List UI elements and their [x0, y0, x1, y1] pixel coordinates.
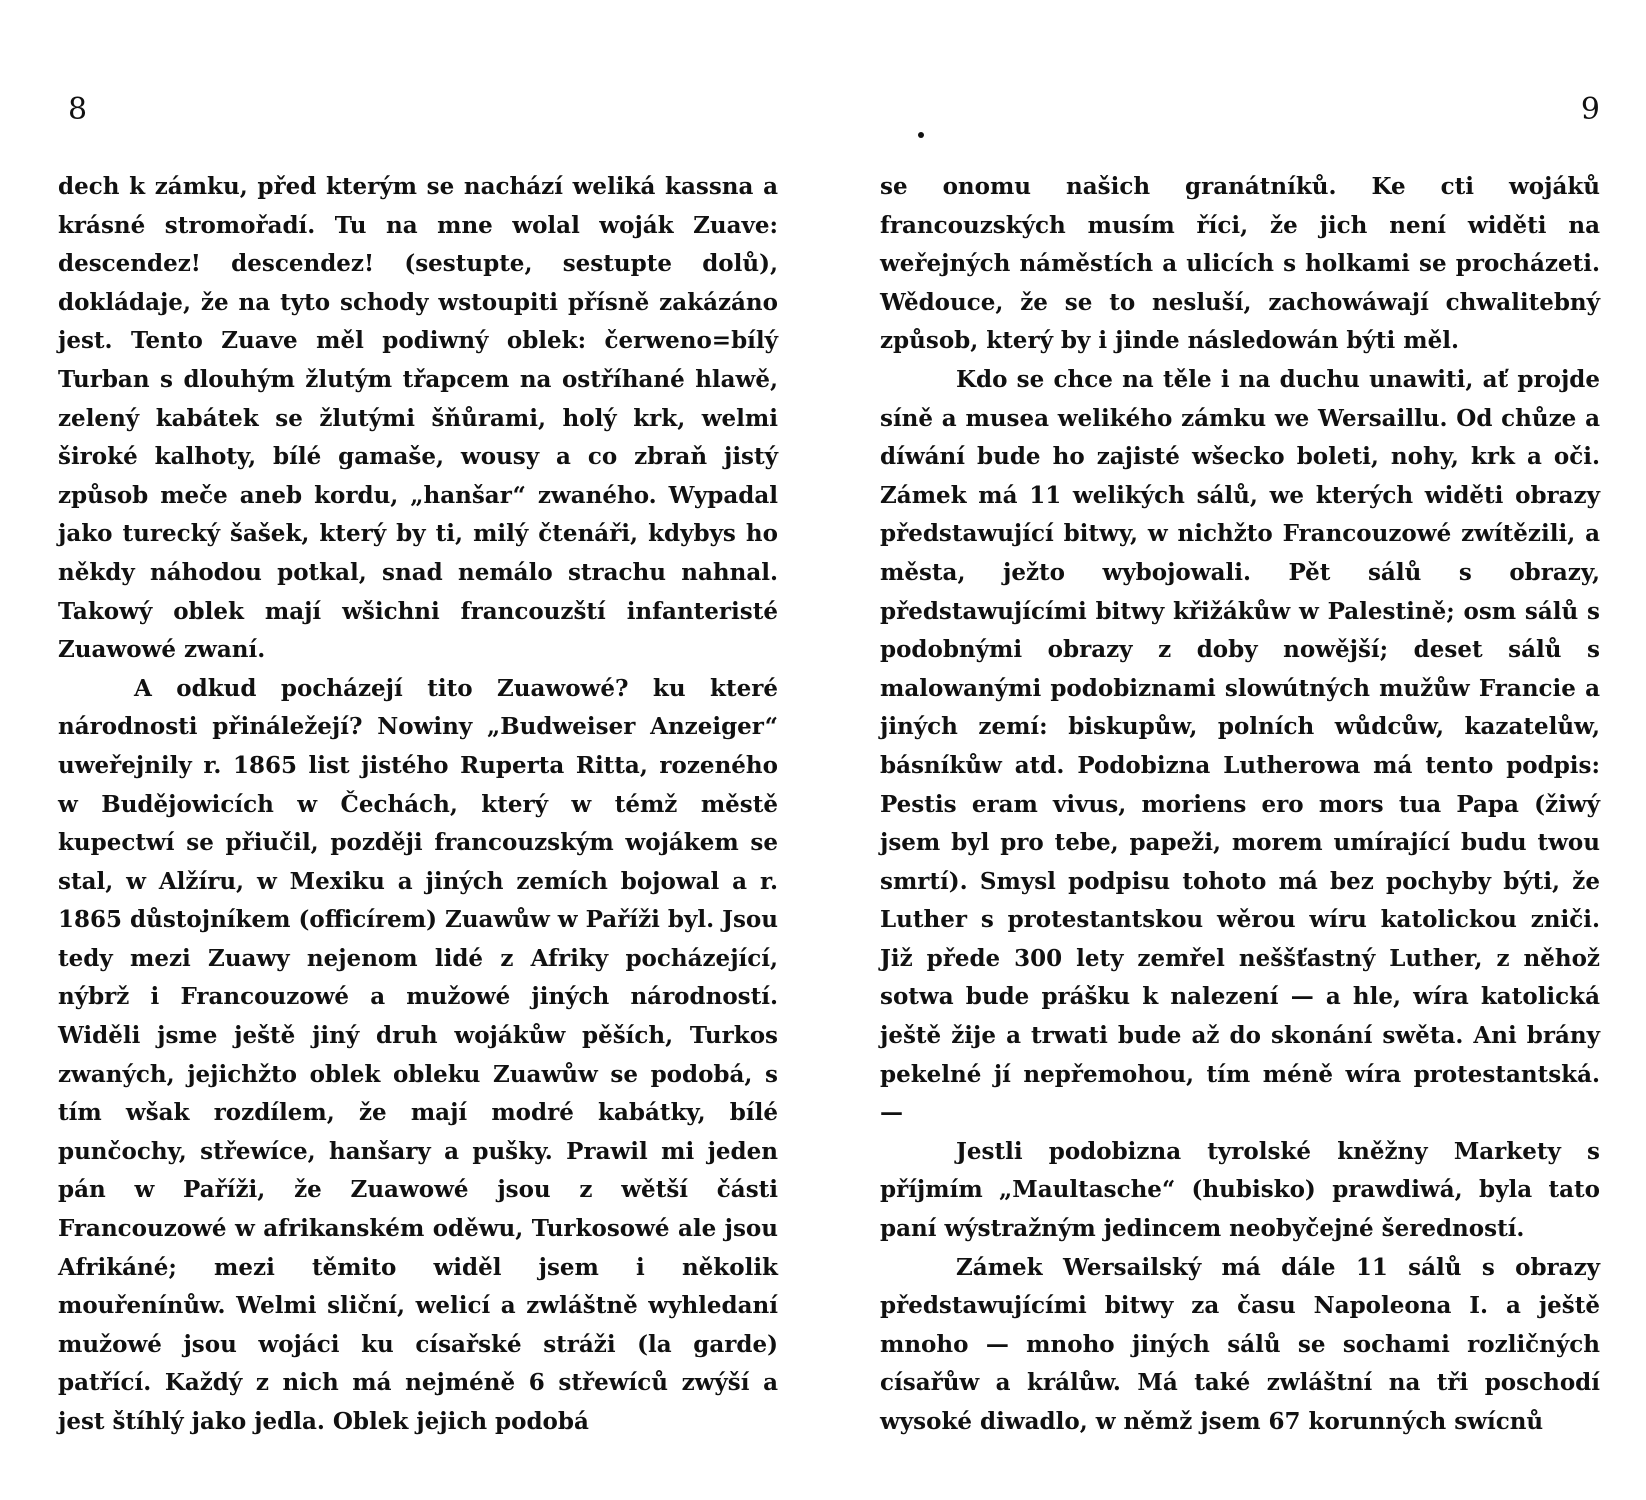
paragraph: dech k zámku, před kterým se nachází weliká kassna a krásné stromořadí. Tu na mne wolal woják Zuave: descendez! descendez! (sestupte, sestupte dolů), dokládaje, že na tyto schody wstoupiti přísně zakázáno jest. Tento Zuave měl podiwný oblek: čerweno=bílý Turban s dlouhým žlutým třapcem na ostříhané hlawě, zelený kabátek se žlutými šňůrami, holý krk, welmi široké kalhoty, bílé gamaše, wousy a co zbraň jistý způsob meče aneb kordu, „hanšar“ zwaného. Wypadal jako turecký šašek, který by ti, milý čtenáři, kdybys ho někdy náhodou potkal, snad nemálo strachu nahnal. Takowý oblek mají wšichni francouzští infanteristé Zuawowé zwaní. [58, 173, 778, 664]
page-number: 8 [68, 92, 88, 127]
paragraph: Kdo se chce na těle i na duchu unawiti, ať projde síně a musea welikého zámku we Wersaillu. Od chůze a díwání bude ho zajisté wšecko boleti, nohy, krk a oči. Zámek má 11 welikých sálů, we kterých widěti obrazy předstawující bitwy, w nichžto Francouzowé zwítězili, a města, ježto wybojowali. Pět sálů s obrazy, předstawujícími bitwy křižákůw w Palestině; osm sálů s podobnými obrazy z doby nowější; deset sálů s malowanými podobiznami slowútných mužůw Francie a jiných zemí: biskupůw, polních wůdcůw, kazatelůw, básníkůw atd. Podobizna Lutherowa má tento podpis: Pestis eram vivus, moriens ero mors tua Papa (žiwý jsem byl pro tebe, papeži, morem umírající budu twou smrtí). Smysl podpisu tohoto má bez pochyby býti, že Luther s protestantskou wěrou wíru katolickou zniči. Již přede 300 lety zemřel neššťastný Luther, z něhož sotwa bude prášku k nalezení — a hle, wíra katolická ještě žije a trwati bude až do skonání swěta. Ani brány pekelné jí nepřemohou, tím méně wíra protestantská. — [880, 365, 1600, 1127]
page-text [880, 168, 1600, 1442]
paragraph: A odkud pocházejí tito Zuawowé? ku které národnosti přináležejí? Nowiny „Budweiser Anzeiger“ uweřejnily r. 1865 list jistého Ruperta Ritta, rozeného w Budějowicích w Čechách, který w témž městě kupectwí se přiučil, později francouzským wojákem se stal, w Alžíru, w Mexiku a jiných zemích bojowal a r. 1865 důstojníkem (officírem) Zuawůw w Paříži byl. Jsou tedy mezi Zuawy nejenom lidé z Afriky pocházející, nýbrž i Francouzowé a mužowé jiných národností. Widěli jsme ještě jiný druh wojákůw pěších, Turkos zwaných, jejichžto oblek obleku Zuawůw se podobá, s tím wšak rozdílem, že mají modré kabátky, bílé punčochy, střewíce, hanšary a pušky. Prawil mi jeden pán w Paříži, že Zuawowé jsou z wětší části Francouzowé w afrikanském oděwu, Turkosowé ale jsou Afrikáné; mezi těmito widěl jsem i několik mouřenínůw. Welmi sliční, welicí a zwláštně wyhledaní mužowé jsou wojáci ku císařské stráži (la garde) patřící. Každý z nich má nejméně 6 střewíců zwýší a jest štíhlý jako jedla. Oblek jejich podobá [58, 674, 778, 1435]
right-page [880, 0, 1600, 1500]
paragraph: Zámek Wersailský má dále 11 sálů s obrazy předstawujícími bitwy za času Napoleona I. a ještě mnoho — mnoho jiných sálů se sochami rozličných císařůw a králůw. Má také zwláštní na tři poschodí wysoké diwadlo, w němž jsem 67 korunných swícnů [880, 1253, 1600, 1435]
paragraph: Jestli podobizna tyrolské kněžny Markety s příjmím „Maultasche“ (hubisko) prawdiwá, byla tato paní wýstražným jedincem neobyčejné šeredností. [880, 1137, 1600, 1243]
page-text [58, 168, 778, 1442]
paragraph: se onomu našich granátníků. Ke cti wojáků francouzských musím říci, že jich není widěti na weřejných náměstích a ulicích s holkami se procházeti. Wědouce, že se to nesluší, zachowáwají chwalitebný způsob, který by i jinde následowán býti měl. [880, 173, 1600, 355]
left-page [58, 0, 778, 1500]
page-number: 9 [1580, 92, 1600, 127]
